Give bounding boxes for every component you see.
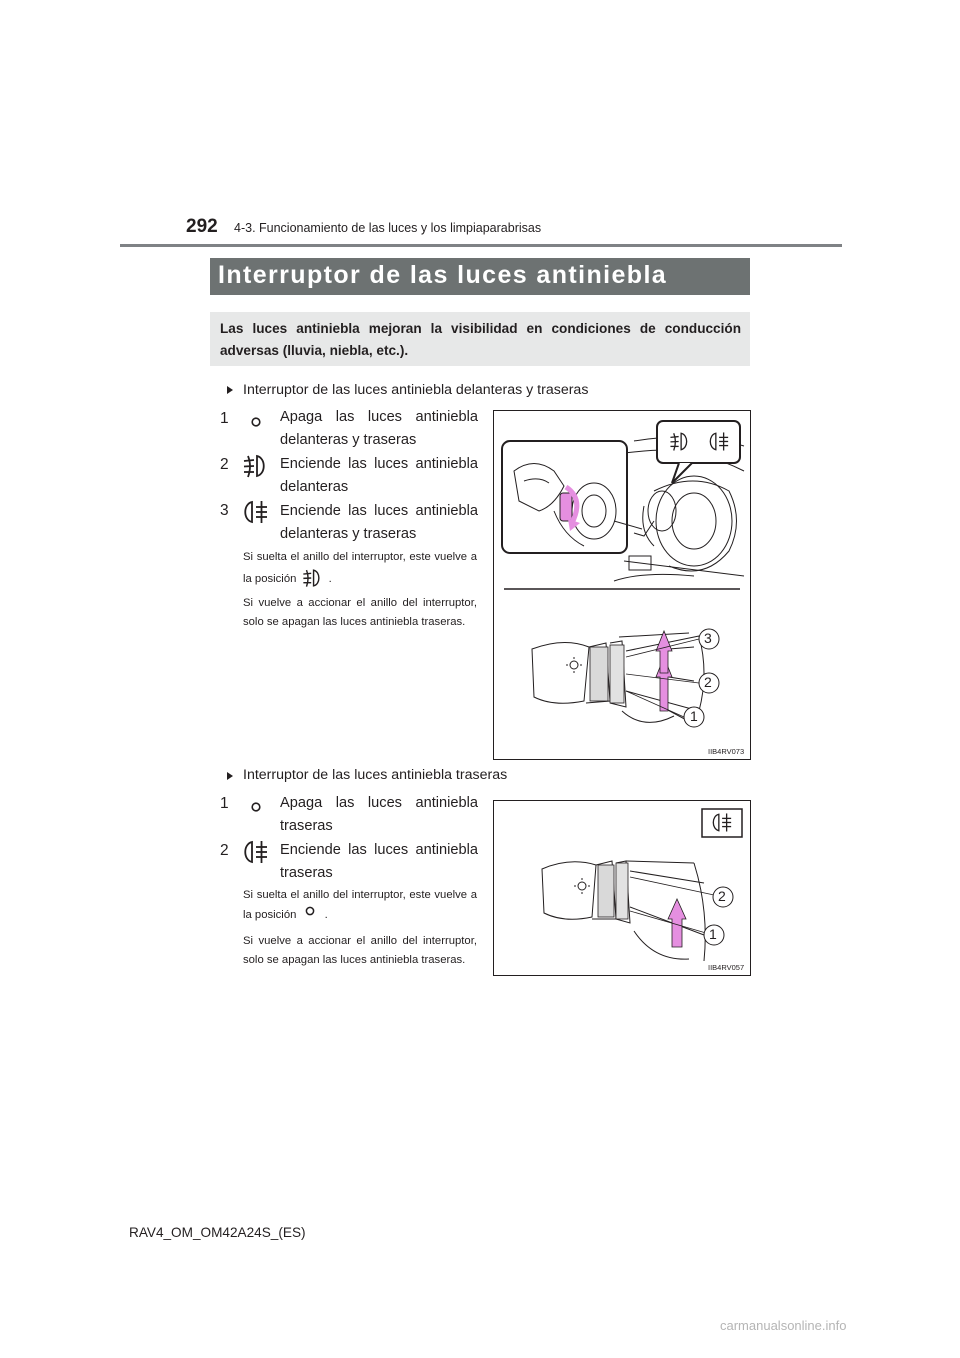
callout-number: 2: [718, 888, 726, 904]
item-number: 2: [220, 456, 229, 473]
figure-rear-fog-switch: [493, 800, 751, 976]
page-title: Interruptor de las luces antiniebla: [218, 261, 668, 289]
bullet-triangle-icon: [227, 772, 233, 780]
item-description: Enciende las luces antiniebla delanteras: [280, 456, 478, 495]
item-description: Enciende las luces antiniebla delanteras y traseras: [280, 503, 478, 542]
figure-illustration: [494, 411, 750, 759]
item-number: 1: [220, 410, 229, 427]
header-rule: [120, 244, 842, 247]
note-text-part: .: [328, 573, 332, 585]
item-number: 1: [220, 795, 229, 812]
callout-number: 3: [704, 630, 712, 646]
figure-code: IIB4RV057: [708, 963, 745, 972]
rear-fog-light-icon: [240, 498, 270, 526]
bullet-triangle-icon: [227, 386, 233, 394]
page-number: 292: [186, 216, 218, 237]
front-fog-light-icon: [300, 567, 326, 587]
note-text: Si vuelve a accionar el anillo del interruptor, solo se apagan las luces antiniebla traseras.: [243, 597, 477, 628]
note-text: Si vuelve a accionar el anillo del interruptor, solo se apagan las luces antiniebla traseras.: [243, 935, 477, 966]
item-number: 2: [220, 842, 229, 859]
callout-number: 1: [690, 708, 698, 724]
document-footer: RAV4_OM_OM42A24S_(ES): [129, 1225, 306, 1240]
callout-number: 1: [709, 926, 717, 942]
front-fog-light-icon: [241, 452, 269, 480]
figure-front-rear-fog-switch: [493, 410, 751, 760]
note-text: [243, 886, 477, 925]
fog-off-circle-icon: [300, 905, 322, 919]
note-text: [243, 548, 477, 589]
chapter-title: 4-3. Funcionamiento de las luces y los limpiaparabrisas: [234, 221, 542, 235]
fog-off-circle-icon: [250, 801, 262, 813]
section1-heading: Interruptor de las luces antiniebla delanteras y traseras: [243, 382, 589, 398]
section2-heading: Interruptor de las luces antiniebla traseras: [243, 767, 508, 783]
item-description: Apaga las luces antiniebla delanteras y traseras: [280, 409, 478, 448]
callout-number: 2: [704, 674, 712, 690]
note-text-part: Si suelta el anillo del interruptor, este vuelve a la posición: [243, 889, 477, 921]
figure-code: IIB4RV073: [708, 747, 745, 756]
note-text-part: Si suelta el anillo del interruptor, este vuelve a la posición: [243, 551, 477, 585]
watermark: carmanualsonline.info: [720, 1318, 847, 1333]
fog-off-circle-icon: [250, 416, 262, 428]
rear-fog-light-icon: [240, 838, 270, 866]
item-description: Apaga las luces antiniebla traseras: [280, 795, 478, 834]
item-description: Enciende las luces antiniebla traseras: [280, 842, 478, 881]
item-number: 3: [220, 502, 229, 519]
note-text-part: .: [324, 909, 328, 921]
intro-text: Las luces antiniebla mejoran la visibilidad en condiciones de conducción adversas (lluvia, niebla, etc.).: [220, 321, 741, 358]
figure-illustration: [494, 801, 750, 975]
